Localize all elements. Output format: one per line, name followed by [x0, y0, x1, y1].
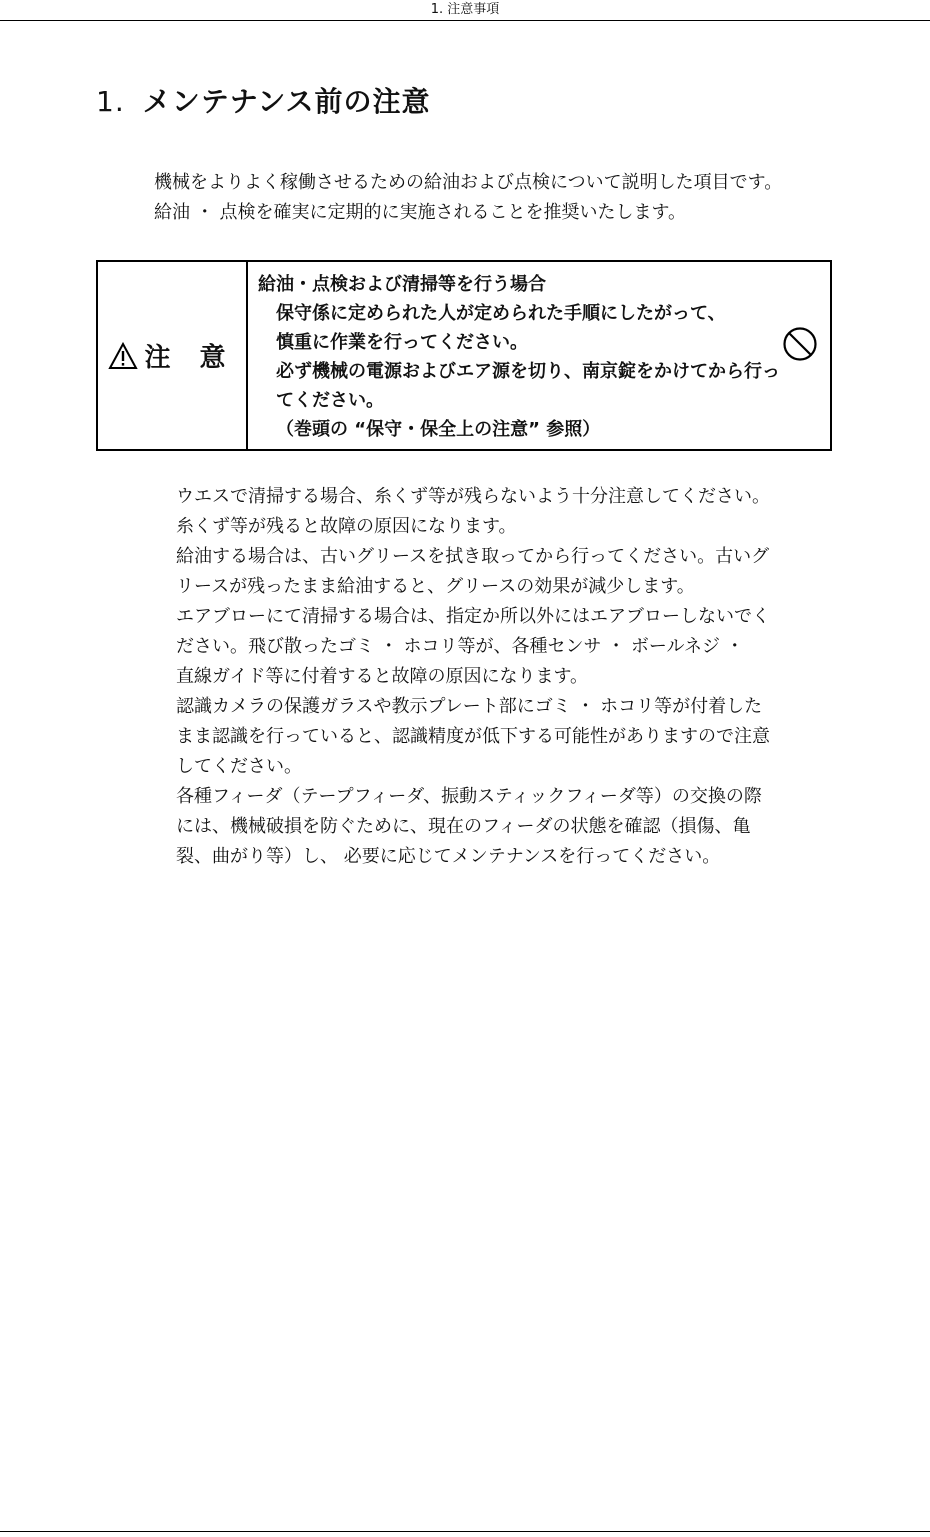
footer-rule	[0, 1531, 930, 1532]
body-paragraphs	[176, 482, 856, 872]
body-line: 各種フィーダ（テープフィーダ、振動スティックフィーダ等）の交換の際	[176, 786, 762, 807]
body-line: 裂、曲がり等）し、 必要に応じてメンテナンスを行ってください。	[176, 846, 721, 867]
caution-label-cell	[98, 262, 248, 449]
caution-line: （巻頭の “保守・保全上の注意” 参照）	[276, 419, 601, 440]
caution-line: 必ず機械の電源およびエア源を切り、南京錠をかけてから行っ	[276, 361, 780, 382]
caution-label: 注 意	[144, 343, 236, 373]
body-line: 給油する場合は、古いグリースを拭き取ってから行ってください。古いグ	[176, 546, 770, 567]
caution-heading: 給油・点検および清掃等を行う場合	[258, 274, 546, 295]
body-line: 糸くず等が残ると故障の原因になります。	[176, 516, 517, 537]
intro-paragraph	[154, 168, 854, 228]
intro-line: 給油 ・ 点検を確実に定期的に実施されることを推奨いたします。	[154, 202, 687, 223]
body-line: エアブローにて清掃する場合は、指定か所以外にはエアブローしないでく	[176, 606, 770, 627]
section-number: 1.	[96, 85, 125, 118]
caution-line: 慎重に作業を行ってください。	[276, 332, 528, 353]
section-title	[96, 80, 430, 120]
section-title-text: メンテナンス前の注意	[142, 85, 431, 118]
body-line: ださい。飛び散ったゴミ ・ ホコリ等が、各種センサ ・ ボールネジ ・	[176, 636, 744, 657]
body-line: には、機械破損を防ぐために、現在のフィーダの状態を確認（損傷、亀	[176, 816, 751, 837]
warning-triangle-icon	[108, 342, 138, 370]
body-line: ウエスで清掃する場合、糸くず等が残らないよう十分注意してください。	[176, 486, 770, 507]
body-line: リースが残ったまま給油すると、グリースの効果が減少します。	[176, 576, 695, 597]
running-header	[0, 0, 930, 21]
intro-line: 機械をよりよく稼働させるための給油および点検について説明した項目です。	[154, 172, 783, 193]
running-header-title: 1. 注意事項	[430, 2, 500, 17]
caution-line: 保守係に定められた人が定められた手順にしたがって、	[276, 303, 726, 324]
body-line: まま認識を行っていると、認識精度が低下する可能性がありますので注意	[176, 726, 770, 747]
body-line: 直線ガイド等に付着すると故障の原因になります。	[176, 666, 589, 687]
caution-box	[96, 260, 832, 451]
body-line: してください。	[176, 756, 302, 777]
body-line: 認識カメラの保護ガラスや教示プレート部にゴミ ・ ホコリ等が付着した	[176, 696, 763, 717]
prohibition-icon	[782, 326, 818, 362]
caution-line: てください。	[276, 390, 384, 411]
caution-body	[248, 262, 830, 449]
